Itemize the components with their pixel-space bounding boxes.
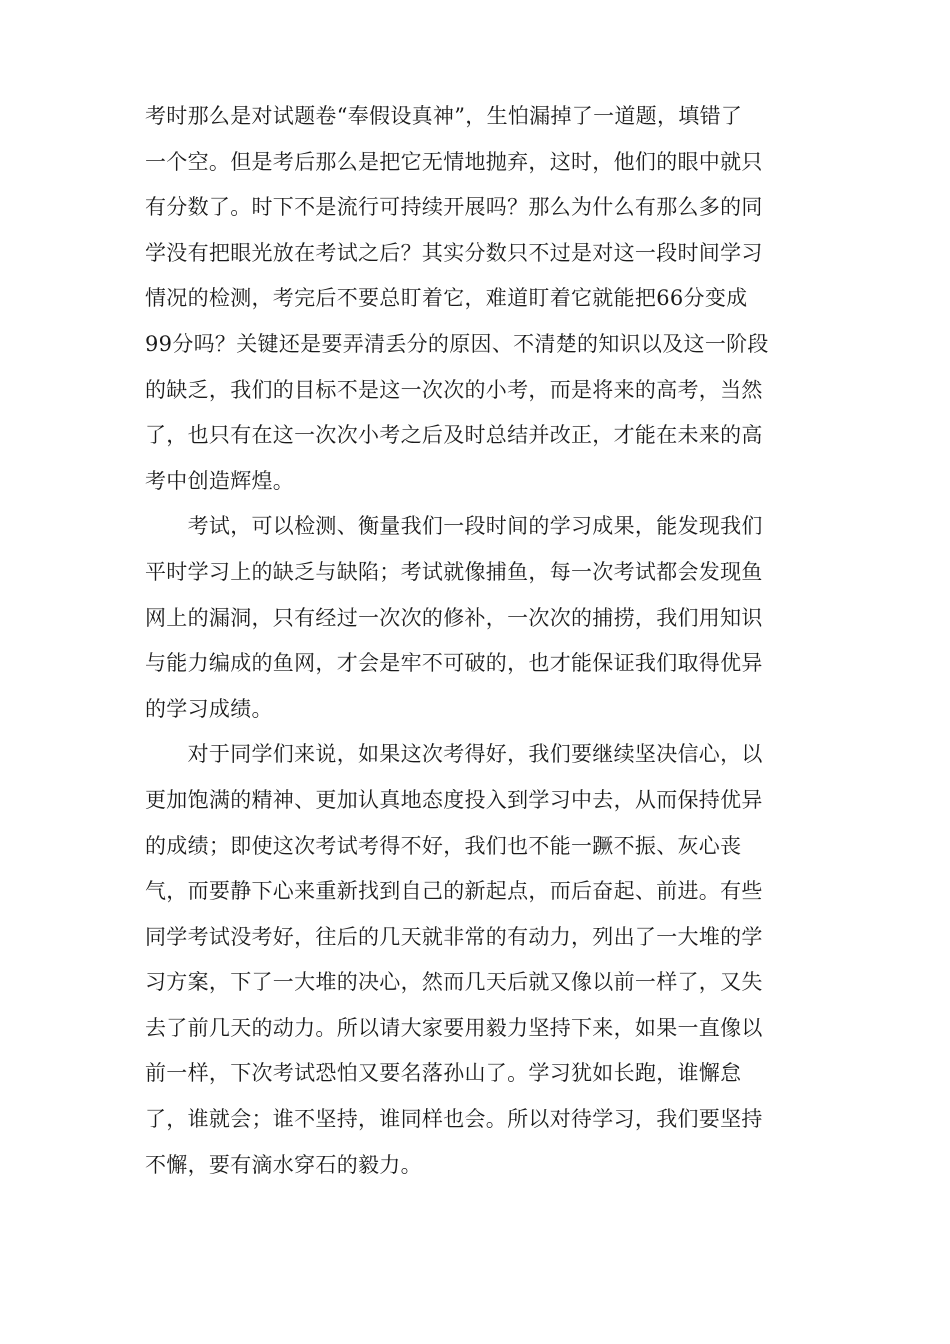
text-line: 学没有把眼光放在考试之后？其实分数只不过是对这一段时间学习 [145, 240, 763, 265]
text-line: 了，也只有在这一次次小考之后及时总结并改正，才能在未来的高 [145, 423, 763, 448]
text-line: 的成绩；即使这次考试考得不好，我们也不能一蹶不振、灰心丧 [145, 833, 742, 858]
document-body [145, 94, 805, 1188]
text-line: 考试，可以检测、衡量我们一段时间的学习成果，能发现我们 [145, 514, 763, 539]
text-line: 不懈，要有滴水穿石的毅力。 [145, 1152, 422, 1177]
text-line: 一个空。但是考后那么是把它无情地抛弃，这时，他们的眼中就只 [145, 149, 763, 174]
text-line: 更加饱满的精神、更加认真地态度投入到学习中去，从而保持优异 [145, 787, 763, 812]
text-line: 了，谁就会；谁不坚持，谁同样也会。所以对待学习，我们要坚持 [145, 1107, 763, 1132]
text-line: 气，而要静下心来重新找到自己的新起点，而后奋起、前进。有些 [145, 879, 763, 904]
text-line: 99分吗？关键还是要弄清丢分的原因、不清楚的知识以及这一阶段 [145, 331, 769, 356]
text-line: 平时学习上的缺乏与缺陷；考试就像捕鱼，每一次考试都会发现鱼 [145, 559, 763, 584]
text-line: 与能力编成的鱼网，才会是牢不可破的，也才能保证我们取得优异 [145, 651, 763, 676]
text-line: 有分数了。时下不是流行可持续开展吗？那么为什么有那么多的同 [145, 195, 763, 220]
text-line: 的学习成绩。 [145, 696, 273, 721]
text-line: 情况的检测，考完后不要总盯着它，难道盯着它就能把66分变成 [145, 286, 748, 311]
text-line: 前一样，下次考试恐怕又要名落孙山了。学习犹如长跑，谁懈怠 [145, 1061, 742, 1086]
text-line: 习方案，下了一大堆的决心，然而几天后就又像以前一样了，又失 [145, 970, 763, 995]
text-line: 网上的漏洞，只有经过一次次的修补，一次次的捕捞，我们用知识 [145, 605, 763, 630]
text-line: 同学考试没考好，往后的几天就非常的有动力，列出了一大堆的学 [145, 924, 763, 949]
text-line: 的缺乏，我们的目标不是这一次次的小考，而是将来的高考，当然 [145, 377, 763, 402]
text-line: 考中创造辉煌。 [145, 468, 295, 493]
text-line: 考时那么是对试题卷“奉假设真神”，生怕漏掉了一道题，填错了 [145, 104, 743, 128]
text-line: 对于同学们来说，如果这次考得好，我们要继续坚决信心，以 [145, 742, 763, 767]
text-line: 去了前几天的动力。所以请大家要用毅力坚持下来，如果一直像以 [145, 1015, 763, 1040]
